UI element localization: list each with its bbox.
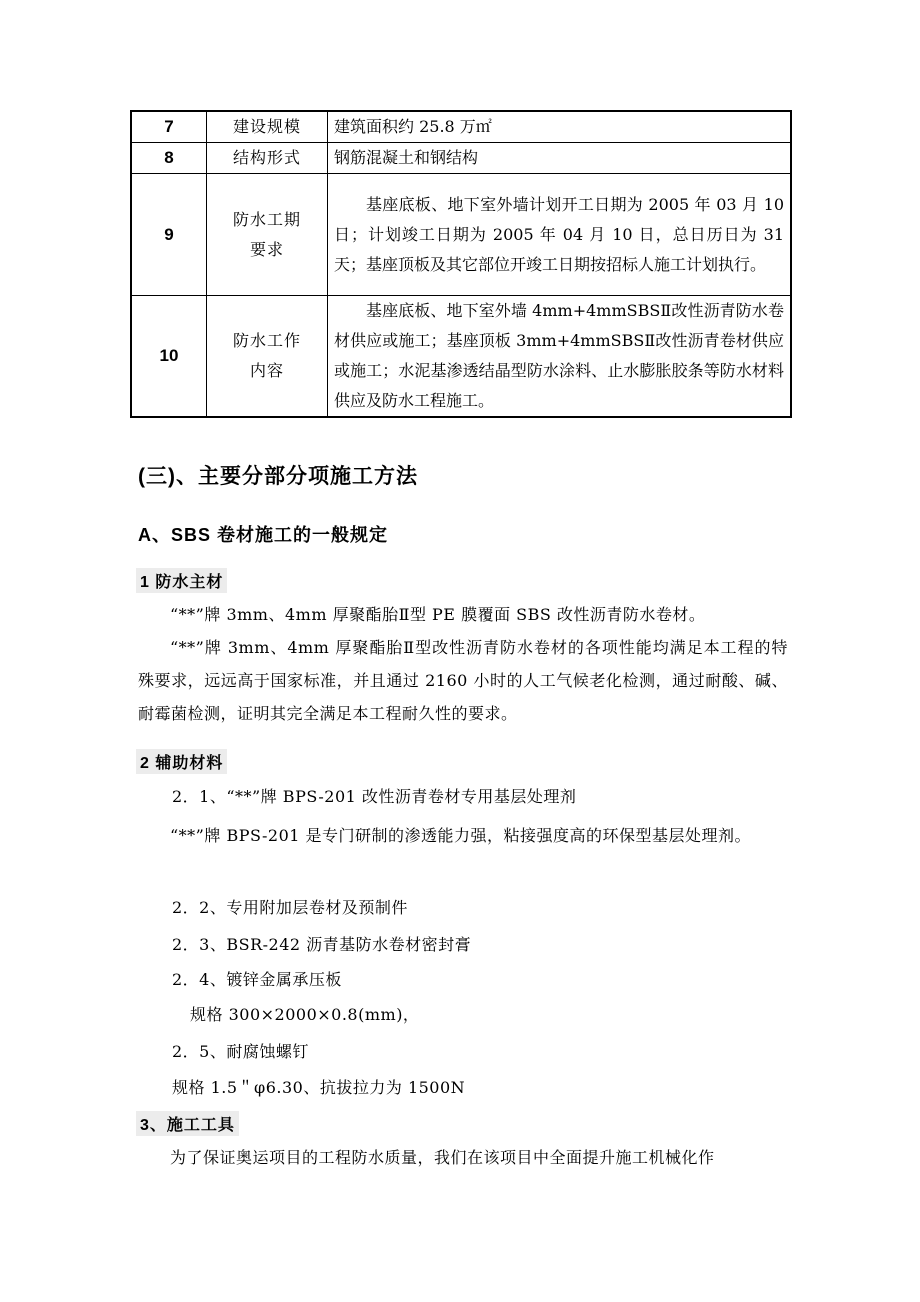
section-subtitle: A、SBS 卷材施工的一般规定 <box>138 525 389 545</box>
heading-auxiliary-materials: 2 辅助材料 <box>136 749 227 774</box>
paragraph-main-material-1: “**”牌 3mm、4mm 厚聚酯胎Ⅱ型 PE 膜覆面 SBS 改性沥青防水卷材。 <box>170 605 706 624</box>
row-number: 8 <box>131 143 207 174</box>
row-item-line: 内容 <box>249 361 284 380</box>
aux-item-2: 2．2、专用附加层卷材及预制件 <box>172 898 408 917</box>
row-item-line: 防水工期 <box>232 209 301 229</box>
project-info-table <box>130 110 792 418</box>
table-row <box>131 143 791 174</box>
row-number: 9 <box>131 174 207 296</box>
row-number: 7 <box>131 111 207 143</box>
heading-main-materials: 1 防水主材 <box>136 568 227 593</box>
row-item <box>207 143 328 174</box>
row-number: 10 <box>131 296 207 418</box>
row-description: 基座底板、地下室外墙 4mm+4mmSBSⅡ改性沥青防水卷材供应或施工；基座顶板 3mm+4mmSBSⅡ改性沥青卷材供应或施工；水泥基渗透结晶型防水涂料、止水膨胀胶条等防水材料供应及防水工程施工。 <box>328 296 792 418</box>
row-item-line: 结构形式 <box>232 148 301 167</box>
section-title: (三)、主要分部分项施工方法 <box>138 465 418 488</box>
row-description: 建筑面积约 25.8 万㎡ <box>328 111 792 143</box>
paragraph-main-material-2: “**”牌 3mm、4mm 厚聚酯胎Ⅱ型改性沥青防水卷材的各项性能均满足本工程的特殊要求，远远高于国家标准，并且通过 2160 小时的人工气候老化检测，通过耐酸、碱、耐霉菌检测，证明其完全满足本工程耐久性的要求。 <box>138 638 788 723</box>
paragraph-construction-tools: 为了保证奥运项目的工程防水质量，我们在该项目中全面提升施工机械化作 <box>170 1148 715 1167</box>
aux-item-1: 2．1、“**”牌 BPS-201 改性沥青卷材专用基层处理剂 <box>172 787 577 806</box>
row-item <box>207 296 328 418</box>
aux-item-3: 2．3、BSR-242 沥青基防水卷材密封膏 <box>172 935 472 954</box>
heading-construction-tools: 3、施工工具 <box>136 1111 239 1136</box>
table-row <box>131 111 791 143</box>
aux-item-5-spec: 规格 1.5＂φ6.30、抗拔拉力为 1500N <box>172 1078 466 1097</box>
table-row <box>131 174 791 296</box>
row-description: 钢筋混凝土和钢结构 <box>328 143 792 174</box>
table-row <box>131 296 791 418</box>
aux-item-4: 2．4、镀锌金属承压板 <box>172 970 342 989</box>
row-item <box>207 111 328 143</box>
row-item-line: 要求 <box>249 239 284 259</box>
row-item-line: 防水工作 <box>232 331 301 350</box>
aux-item-4-spec: 规格 300×2000×0.8(mm)， <box>190 1005 420 1024</box>
aux-item-5: 2．5、耐腐蚀螺钉 <box>172 1042 309 1061</box>
aux-item-1-description: “**”牌 BPS-201 是专门研制的渗透能力强，粘接强度高的环保型基层处理剂。 <box>170 826 752 845</box>
row-item-line: 建设规模 <box>232 117 301 136</box>
row-description: 基座底板、地下室外墙计划开工日期为 2005 年 03 月 10 日；计划竣工日期为 2005 年 04 月 10 日，总日历日为 31 天；基座顶板及其它部位开竣工日期按招标人施工计划执行。 <box>328 174 792 296</box>
row-item <box>207 174 328 296</box>
